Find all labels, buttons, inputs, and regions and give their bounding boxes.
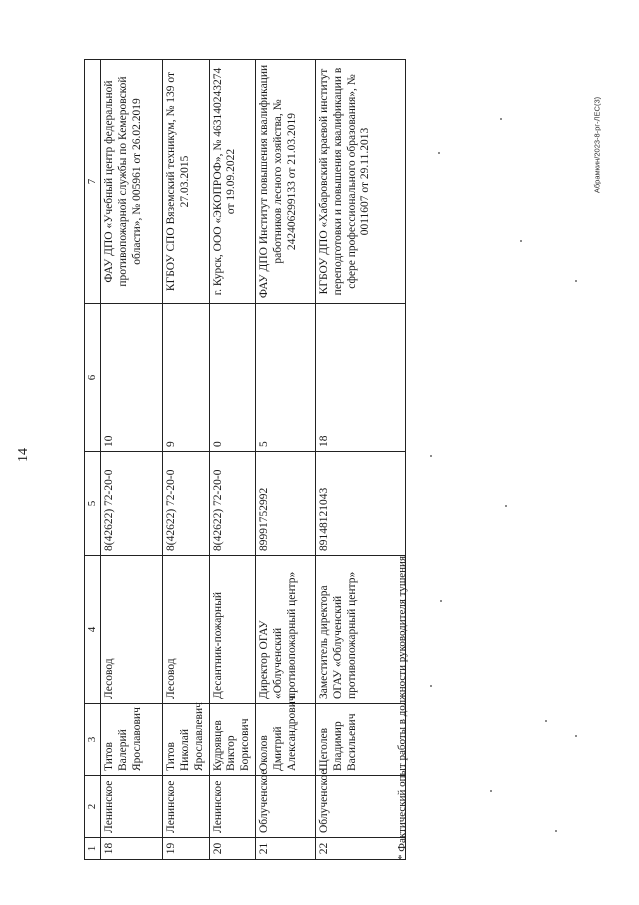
experience-cell: 10 [101,304,163,452]
rotated-content [84,60,408,860]
column-number: 4 [85,556,101,704]
footnote: * Фактический опыт работы в должности руководителя тушения [396,555,408,860]
district-cell: Облученское [315,776,405,838]
phone-cell: 8(42622) 72-20-0 [163,452,209,556]
education-cell: ФАУ ДПО Институт повышения квалификации работников лесного хозяйства, № 242406299133 от 21.03.2019 [255,60,315,304]
position-cell: Директор ОГАУ «Облученский противопожарный центр» [255,556,315,704]
column-number: 7 [85,60,101,304]
education-cell: КГБОУ ДПО «Хабаровский краевой институт переподготовки и повышения квалификации в сфере профессионального образования», № 0011607 от 29.11.2013 [315,60,405,304]
district-cell: Ленинское [163,776,209,838]
experience-cell: 18 [315,304,405,452]
name-cell: Титов Николай Ярославлевич [163,704,209,776]
education-cell: КГБОУ СПО Вяземский техникум, № 139 от 27.03.2015 [163,60,209,304]
personnel-table [84,59,406,860]
column-number: 3 [85,704,101,776]
position-cell: Заместитель директора ОГАУ «Облученский противопожарный центр» [315,556,405,704]
row-number: 20 [209,838,255,860]
position-cell: Лесовод [101,556,163,704]
experience-cell: 9 [163,304,209,452]
table-row [209,60,255,860]
scan-speck [500,118,502,120]
scan-speck [440,600,442,602]
phone-cell: 8(42622) 72-20-0 [209,452,255,556]
document-stamp: Абрамкин/2023-8-рг-ЛЕС(3) [592,96,602,194]
phone-cell: 8(42622) 72-20-0 [101,452,163,556]
scan-speck [575,735,577,737]
education-cell: ФАУ ДПО «Учебный центр федеральной противопожарной службы по Кемеровской области», № 005961 от 26.02.2019 [101,60,163,304]
name-cell: Кудрявцев Виктор Борисович [209,704,255,776]
experience-cell: 0 [209,304,255,452]
table-row [255,60,315,860]
education-cell: г. Курск, ООО «ЭКОПРОФ», № 463140243274 от 19.09.2022 [209,60,255,304]
scan-speck [430,685,432,687]
table-row [315,60,405,860]
scan-speck [545,720,547,722]
scan-speck [575,280,577,282]
scan-speck [430,455,432,457]
column-number: 1 [85,838,101,860]
column-number: 6 [85,304,101,452]
row-number: 22 [315,838,405,860]
table-row [163,60,209,860]
phone-cell: 89991752992 [255,452,315,556]
experience-cell: 5 [255,304,315,452]
column-number: 5 [85,452,101,556]
name-cell: Околов Дмитрий Александрович [255,704,315,776]
column-number: 2 [85,776,101,838]
row-number: 18 [101,838,163,860]
position-cell: Лесовод [163,556,209,704]
name-cell: Щеголев Владимир Васильевич [315,704,405,776]
scan-speck [505,505,507,507]
name-cell: Титов Валерий Ярославович [101,704,163,776]
row-number: 19 [163,838,209,860]
district-cell: Ленинское [209,776,255,838]
scan-speck [490,790,492,792]
district-cell: Ленинское [101,776,163,838]
scan-speck [438,152,440,154]
scan-speck [555,830,557,832]
scan-speck [520,240,522,242]
position-cell: Десантник-пожарный [209,556,255,704]
column-number-row [85,60,101,860]
table-row [101,60,163,860]
page-number: 14 [16,448,31,462]
phone-cell: 89148121043 [315,452,405,556]
row-number: 21 [255,838,315,860]
district-cell: Облученское [255,776,315,838]
